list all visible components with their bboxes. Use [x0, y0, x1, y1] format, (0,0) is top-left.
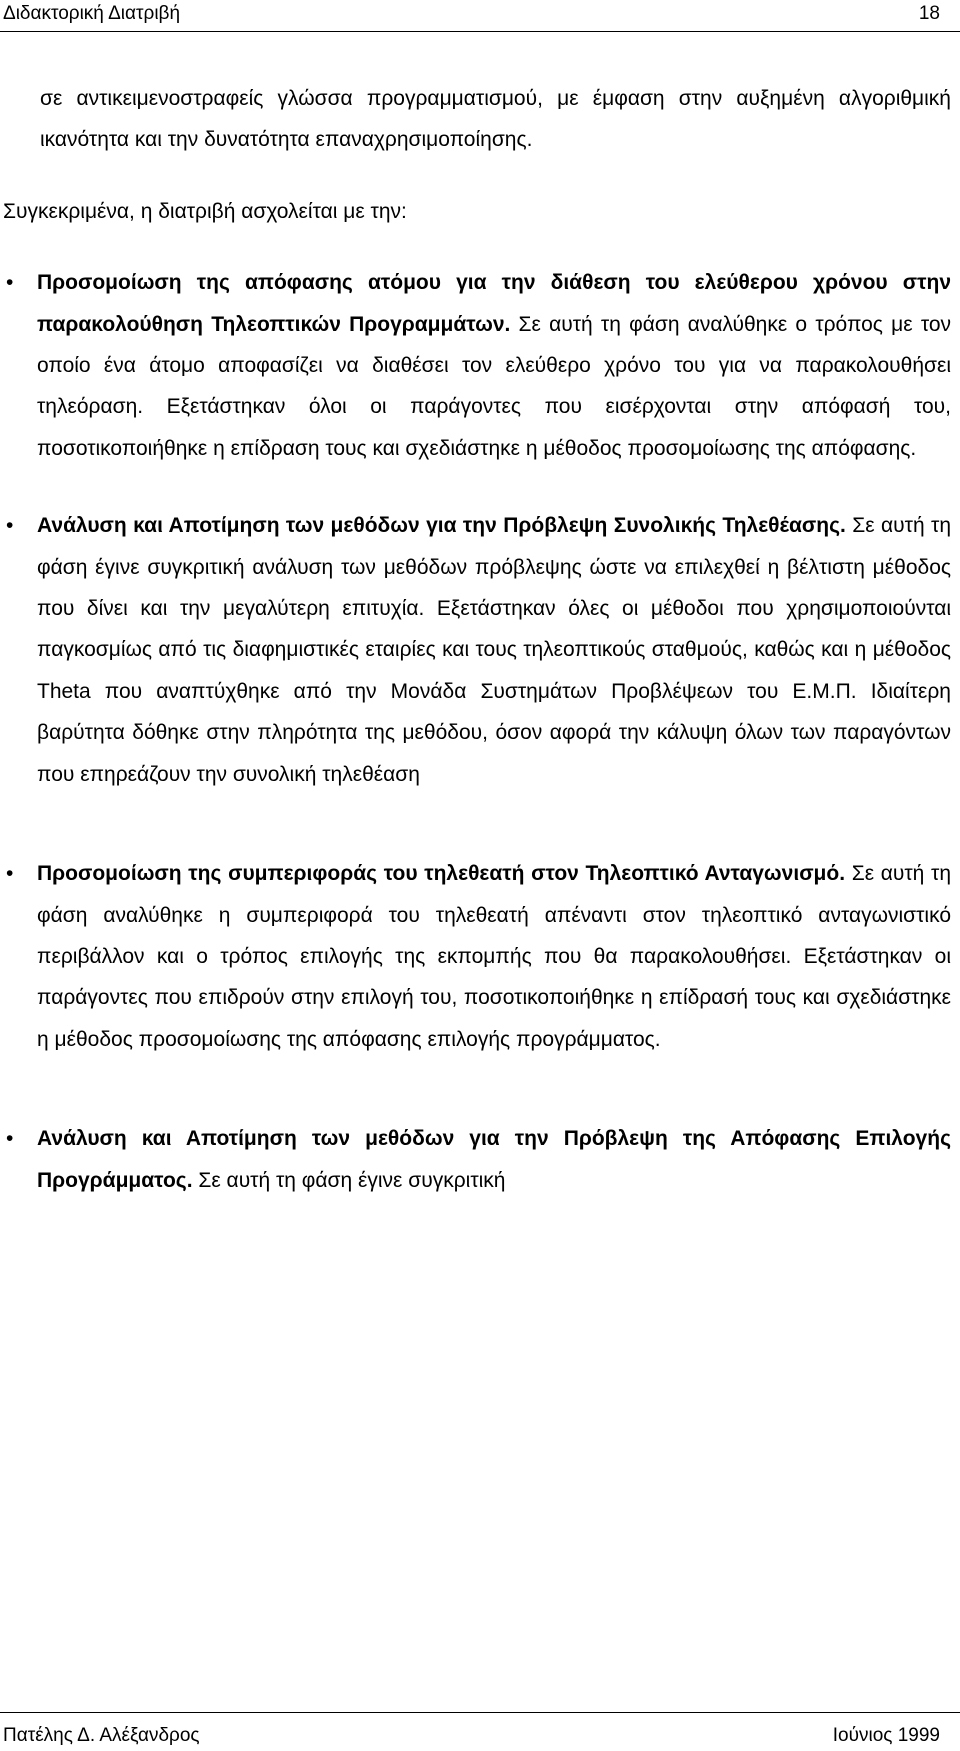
bullet-item-3: [3, 853, 951, 1060]
bullet-icon: •: [6, 271, 14, 295]
document-title: Διδακτορική Διατριβή: [3, 3, 181, 24]
bullet-text: Σε αυτή τη φάση έγινε συγκριτική: [192, 1168, 506, 1192]
page-body: [3, 78, 951, 1201]
bullet-heading: Ανάλυση και Αποτίμηση των μεθόδων για την Πρόβλεψη της Απόφασης Επιλογής Προγράμματος.: [37, 1127, 951, 1192]
continuation-paragraph: σε αντικειμενοστραφείς γλώσσα προγραμματισμού, με έμφαση στην αυξημένη αλγοριθμική ικανότητα και την δυνατότητα επαναχρησιμοποίησης.: [40, 87, 951, 152]
page-header: [0, 0, 960, 32]
page-number: 18: [918, 3, 940, 24]
page-footer: [0, 1712, 960, 1751]
bullet-heading: Ανάλυση και Αποτίμηση των μεθόδων για την Πρόβλεψη Συνολικής Τηλεθέασης.: [37, 514, 846, 538]
bullet-item-4: [3, 1118, 951, 1201]
bullet-icon: •: [6, 1127, 14, 1151]
bullet-icon: •: [6, 514, 14, 538]
bullet-item-2: [3, 505, 951, 795]
bullet-icon: •: [6, 862, 14, 886]
bullet-text: Σε αυτή τη φάση αναλύθηκε η συμπεριφορά του τηλεθεατή απέναντι στον τηλεοπτικό ανταγωνιστικό περιβάλλον και ο τρόπος επιλογής της εκπομπής που θα παρακολουθήσει. Εξετάστηκαν οι παράγοντες που επιδρούν στην επιλογή του, ποσοτικοποιήθηκε η επίδρασή τους και σχεδιάστηκε η μέθοδος προσομοίωσης της απόφασης επιλογής προγράμματος.: [37, 862, 951, 1051]
bullet-text: Σε αυτή τη φάση έγινε συγκριτική ανάλυση των μεθόδων πρόβλεψης ώστε να επιλεχθεί η βέλτιστη μέθοδος που δίνει και την μεγαλύτερη επιτυχία. Εξετάστηκαν όλες οι μέθοδοι που χρησιμοποιούνται παγκοσμίως από τις διαφημιστικές εταιρίες και τους τηλεοπτικούς σταθμούς, καθώς και η μέθοδος Theta που αναπτύχθηκε από την Μονάδα Συστημάτων Προβλέψεων του Ε.Μ.Π. Ιδιαίτερη βαρύτητα δόθηκε στην πληρότητα της μεθόδου, όσον αφορά την κάλυψη όλων των παραγόντων που επηρεάζουν την συνολική τηλεθέαση: [37, 514, 951, 786]
bullet-text: Σε αυτή τη φάση αναλύθηκε ο τρόπος με τον οποίο ένα άτομο αποφασίζει να διαθέσει τον ελεύθερο χρόνο του για να παρακολουθήσει τηλεόραση. Εξετάστηκαν όλοι οι παράγοντες που εισέρχονται στην απόφασή του, ποσοτικοποιήθηκε η επίδραση τους και σχεδιάστηκε η μέθοδος προσομοίωσης της απόφασης.: [37, 312, 951, 460]
bullet-heading: Προσομοίωση της συμπεριφοράς του τηλεθεατή στον Τηλεοπτικό Ανταγωνισμό.: [37, 862, 846, 886]
bullet-heading: Προσομοίωση της απόφασης ατόμου για την διάθεση του ελεύθερου χρόνου στην παρακολούθηση Τηλεοπτικών Προγραμμάτων.: [37, 271, 951, 336]
intro-paragraph: Συγκεκριμένα, η διατριβή ασχολείται με την:: [3, 199, 407, 223]
footer-date: Ιούνιος 1999: [832, 1725, 940, 1746]
bullet-item-1: [3, 262, 951, 469]
author-name: Πατέλης Δ. Αλέξανδρος: [3, 1725, 200, 1746]
